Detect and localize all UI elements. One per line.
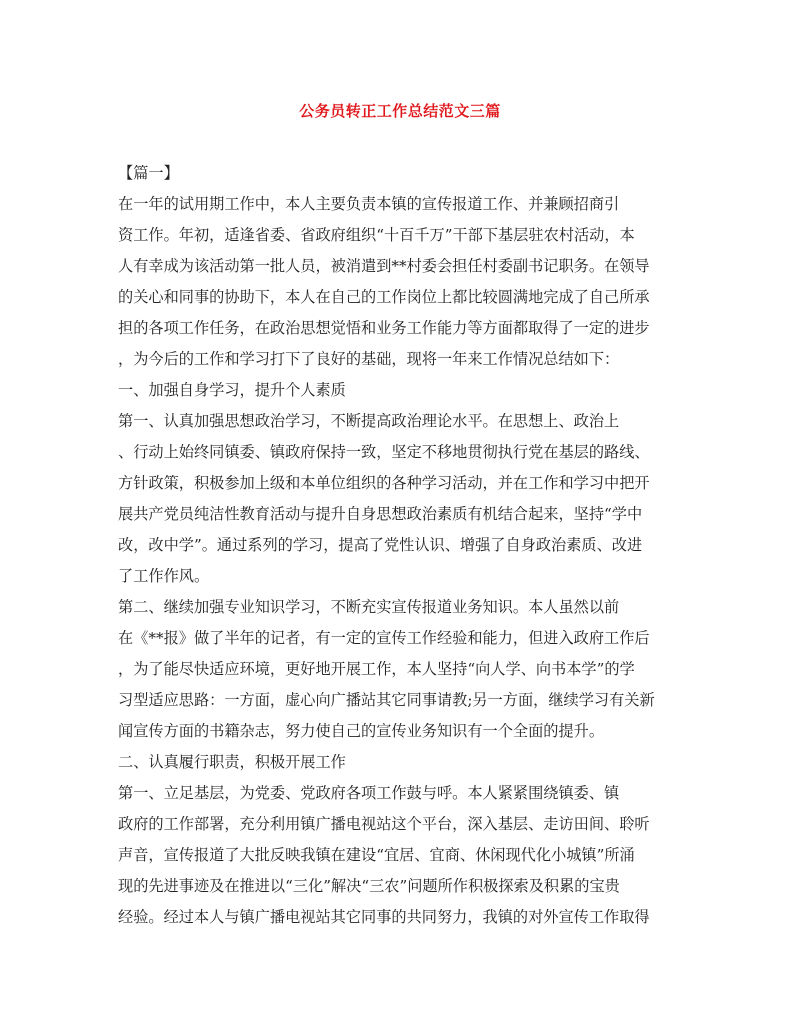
paragraph-line: ，为了能尽快适应环境，更好地开展工作，本人坚持“向人学、向书本学”的学: [118, 660, 635, 678]
paragraph-line: 习型适应思路：一方面，虚心向广播站其它同事请教;另一方面，继续学习有关新: [118, 691, 655, 709]
document-title: 公务员转正工作总结范文三篇: [299, 102, 501, 120]
paragraph-line: 第二、继续加强专业知识学习，不断充实宣传报道业务知识。本人虽然以前: [118, 598, 620, 616]
paragraph-line: 闻宣传方面的书籍杂志，努力使自己的宣传业务知识有一个全面的提升。: [118, 722, 604, 740]
subheading-line: 一、加强自身学习，提升个人素质: [118, 381, 346, 399]
paragraph-line: 方针政策，积极参加上级和本单位组织的各种学习活动，并在工作和学习中把开: [118, 474, 650, 492]
paragraph-line: 第一、认真加强思想政治学习，不断提高政治理论水平。在思想上、政治上: [118, 412, 620, 430]
paragraph-line: 经验。经过本人与镇广播电视站其它同事的共同努力，我镇的对外宣传工作取得: [118, 908, 650, 926]
subheading-line: 二、认真履行职责，积极开展工作: [118, 753, 346, 771]
paragraph-line: ，为今后的工作和学习打下了良好的基础，现将一年来工作情况总结如下：: [118, 350, 620, 368]
section-label: 【篇一】: [118, 164, 179, 182]
paragraph-line: 资工作。年初，适逢省委、省政府组织“十百千万”干部下基层驻农村活动，本: [118, 226, 635, 244]
paragraph-line: 、行动上始终同镇委、镇政府保持一致，坚定不移地贯彻执行党在基层的路线、: [118, 443, 650, 461]
paragraph-line: 了工作作风。: [118, 567, 210, 585]
paragraph-line: 在一年的试用期工作中，本人主要负责本镇的宣传报道工作、并兼顾招商引: [118, 195, 620, 213]
paragraph-line: 声音，宣传报道了大批反映我镇在建设“宜居、宜商、休闲现代化小城镇”所涌: [118, 846, 635, 864]
paragraph-line: 在《**报》做了半年的记者，有一定的宣传工作经验和能力，但进入政府工作后: [118, 629, 650, 647]
paragraph-line: 展共产党员纯洁性教育活动与提升自身思想政治素质有机结合起来，坚持“学中: [118, 505, 643, 523]
paragraph-line: 改，改中学”。通过系列的学习，提高了党性认识、增强了自身政治素质、改进: [118, 536, 643, 554]
document-body: [118, 158, 688, 933]
paragraph-line: 政府的工作部署，充分利用镇广播电视站这个平台，深入基层、走访田间、聆听: [118, 815, 650, 833]
paragraph-line: 担的各项工作任务，在政治思想觉悟和业务工作能力等方面都取得了一定的进步: [118, 319, 650, 337]
paragraph-line: 现的先进事迹及在推进以“三化”解决“三农”问题所作积极探索及积累的宝贵: [118, 877, 620, 895]
paragraph-line: 第一、立足基层，为党委、党政府各项工作鼓与呼。本人紧紧围绕镇委、镇: [118, 784, 620, 802]
paragraph-line: 的关心和同事的协助下，本人在自己的工作岗位上都比较圆满地完成了自己所承: [118, 288, 650, 306]
paragraph-line: 人有幸成为该活动第一批人员，被消遣到**村委会担任村委副书记职务。在领导: [118, 257, 650, 275]
